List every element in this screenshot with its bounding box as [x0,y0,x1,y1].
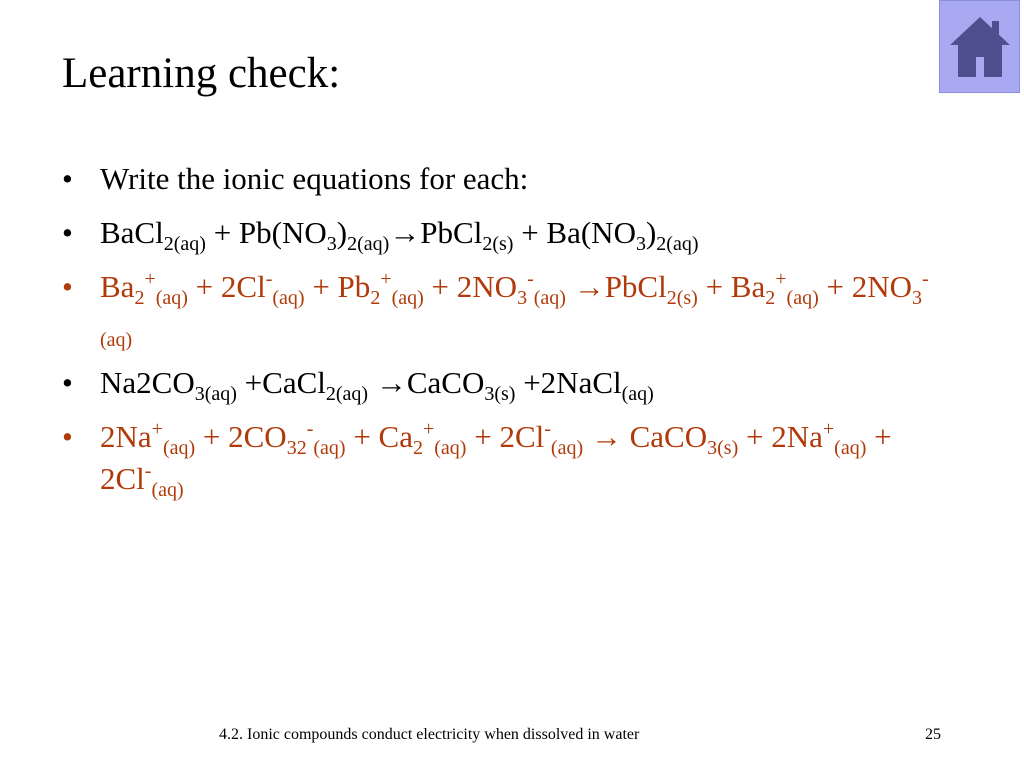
bullet-text: BaCl$_{2(aq)}$ + $Pb(NO_3)_{2(aq)}\to PbCl_{2(s)} + Ba(NO_3)_{2(aq)}$ [100,215,699,255]
bullet-marker: • [62,419,73,454]
list-item [62,158,942,200]
list-item [62,416,942,500]
home-button[interactable] [939,0,1020,93]
list-item [62,266,942,350]
slide-title: Learning check: [62,50,341,97]
bullet-text: $Na2CO_{3(aq)}$ +CaCl$_{2(aq)}$ →CaCO$_{3(s)}$ +2NaCl$_{(aq)}$ [100,365,654,405]
page-number: 25 [925,726,941,743]
bullet-marker: • [62,161,73,196]
bullet-text: $2Na^+_{(aq)} + 2CO_{32}^-_{(aq)} + Ca_2^+_{(aq)} + 2Cl^-_{(aq)}$ → CaCO$_{3(s)}$ + $2Na^+_{(aq)} + 2Cl^-_{(aq)}$ [100,418,892,501]
slide-footer: 4.2. Ionic compounds conduct electricity when dissolved in water [219,726,640,743]
bullet-list [62,158,942,512]
bullet-marker: • [62,215,73,250]
bullet-marker: • [62,269,73,304]
bullet-text: Write the ionic equations for each: [100,161,529,196]
house-icon [948,15,1012,79]
list-item [62,362,942,404]
bullet-text: $Ba_2^+_{(aq)} + 2Cl^-_{(aq)} + Pb_2^+_{(aq)} + 2NO_3^-_{(aq)}$ →PbCl$_{2(s)}$ + $Ba_2^+_{(aq)} + 2NO_3^-_{(aq)}$ [100,268,929,351]
list-item [62,212,942,254]
bullet-marker: • [62,365,73,400]
